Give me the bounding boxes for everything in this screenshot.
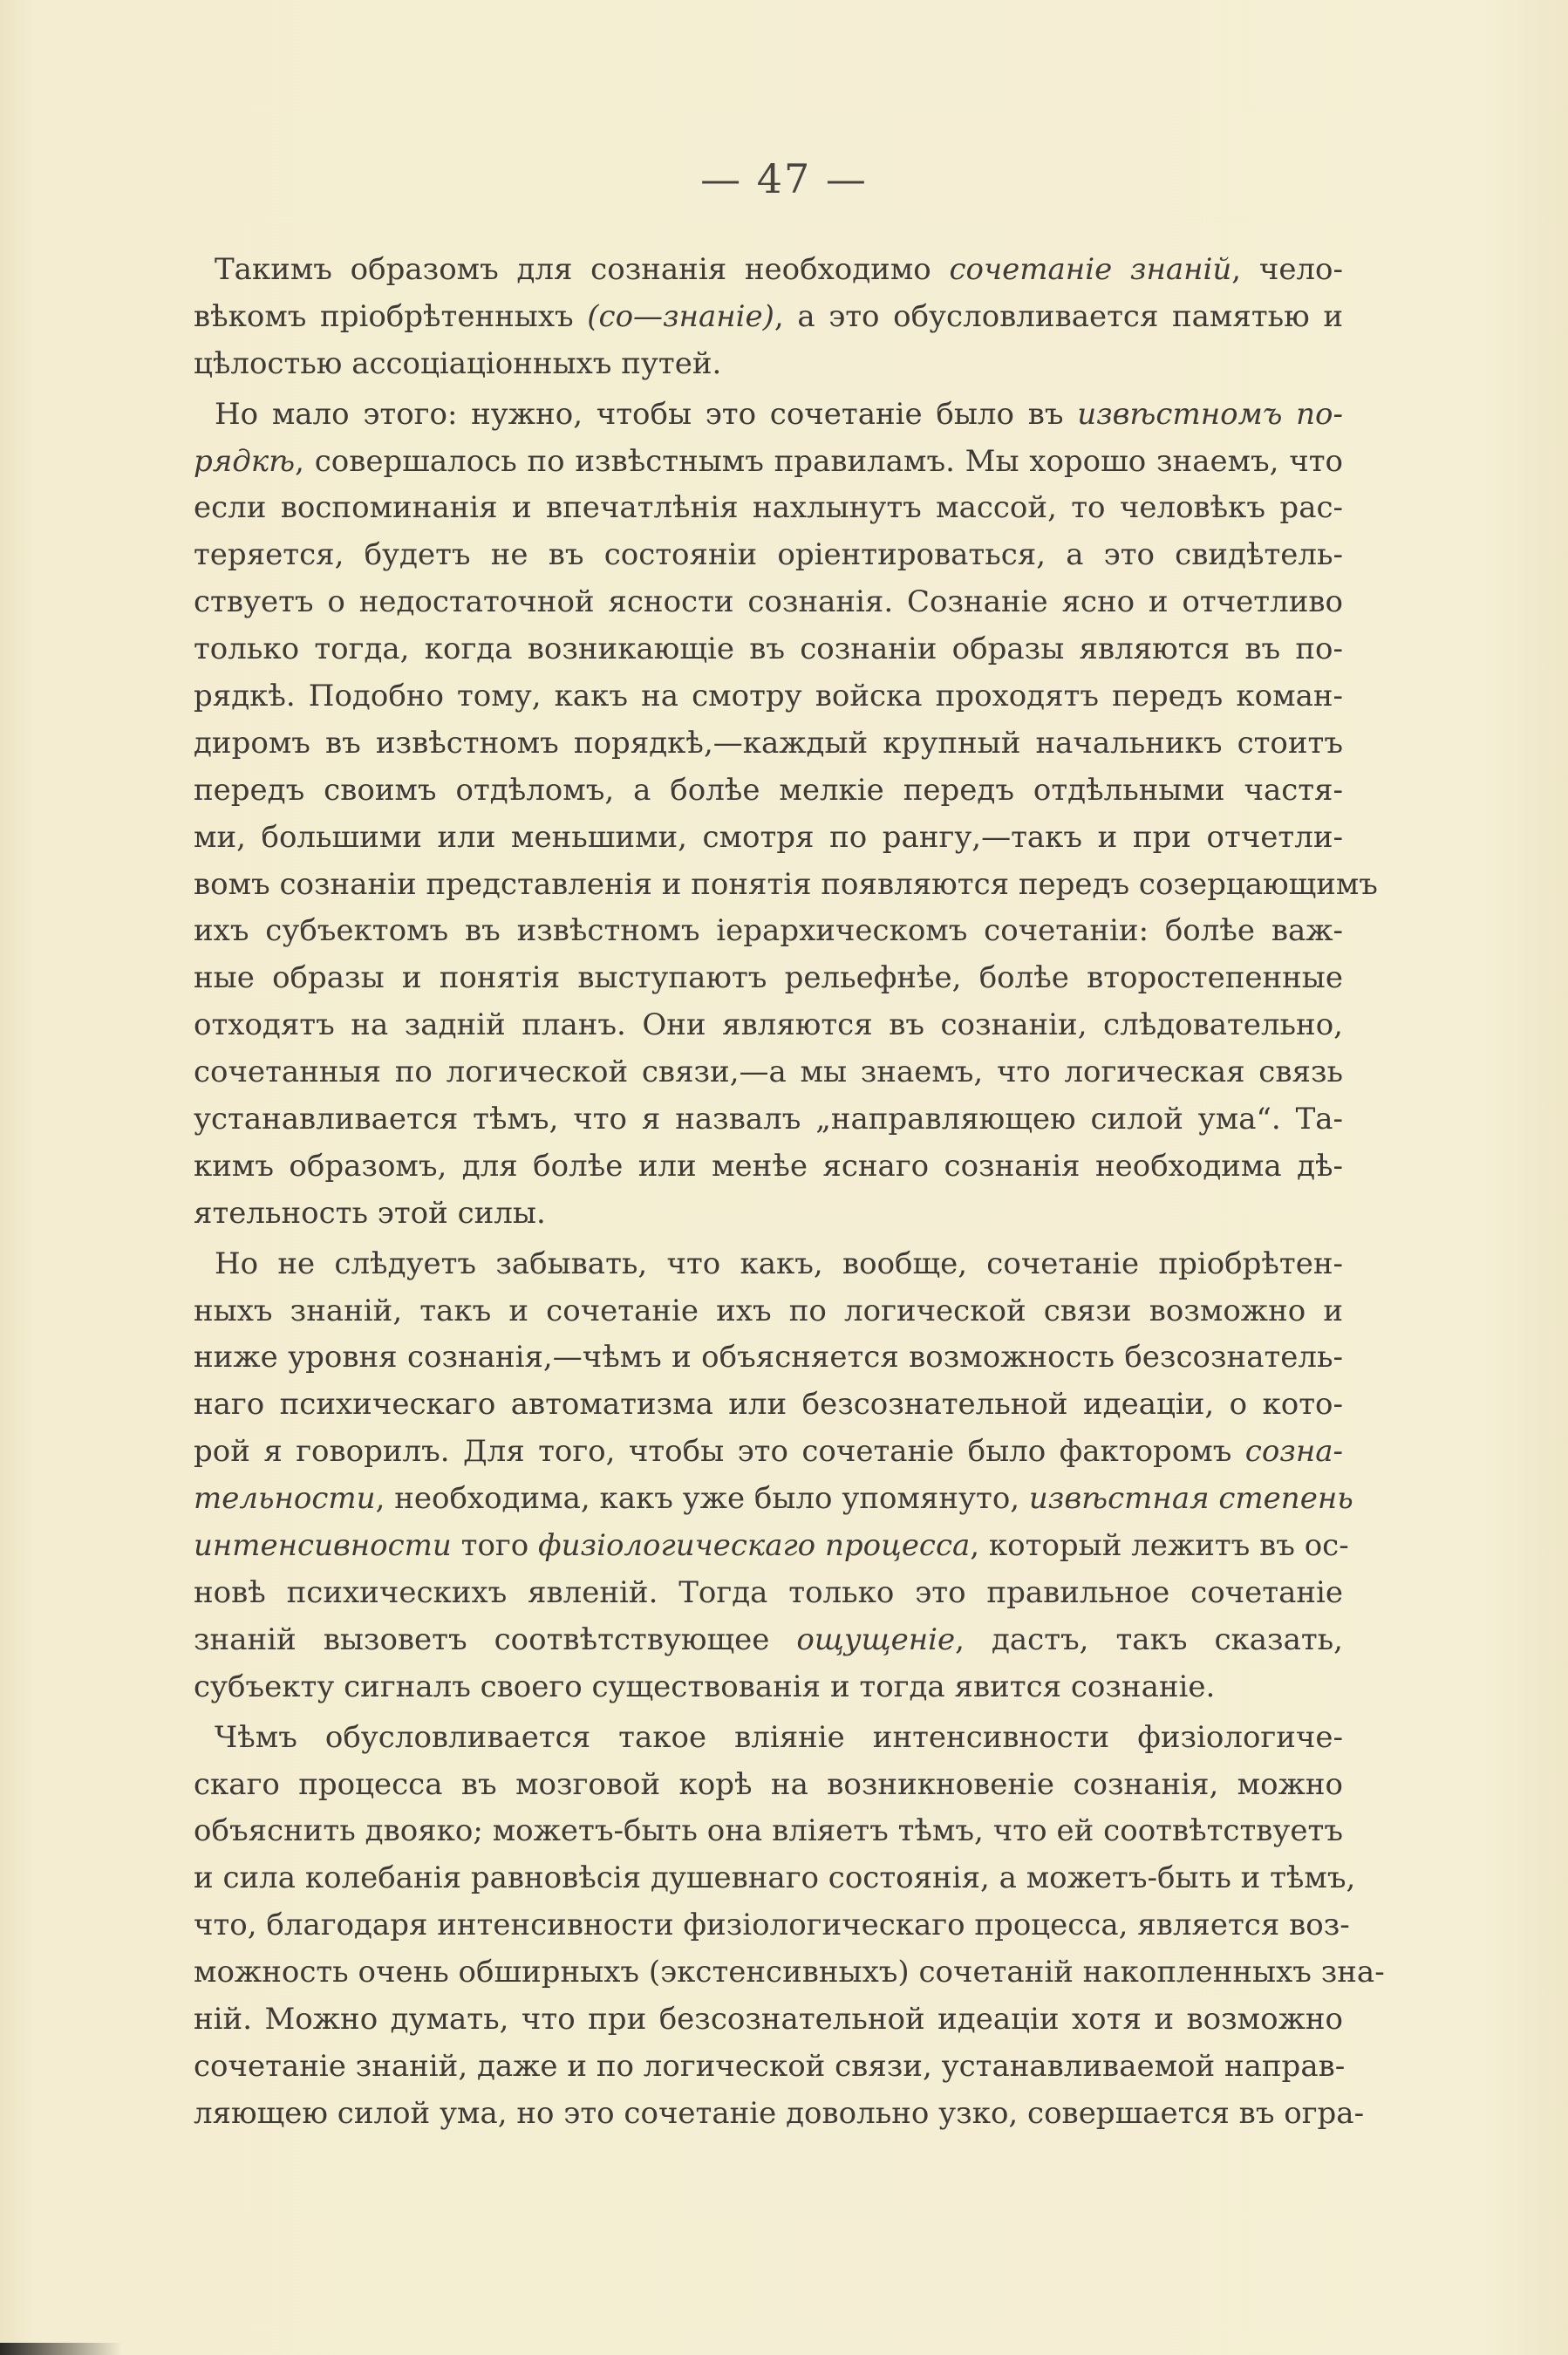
text-segment: Но не слѣдуетъ забывать, что какъ, вообще, сочетаніе пріобрѣтен- [215, 1246, 1343, 1281]
text-line [194, 768, 1343, 815]
paragraph [194, 247, 1343, 388]
text-line [194, 862, 1378, 909]
text-segment: ихъ субъектомъ въ извѣстномъ іерархическомъ сочетаніи: болѣе важ- [194, 913, 1343, 949]
text-segment: ные образы и понятія выступаютъ рельефнѣе, болѣе второстепенные [194, 960, 1343, 996]
italic-emphasis: созна- [1244, 1434, 1343, 1470]
text-segment: что, благодаря интенсивности физіологическаго процесса, является воз- [194, 1908, 1350, 1943]
text-segment: теряется, будетъ не въ состояніи оріентироваться, а это свидѣтель- [194, 537, 1343, 573]
text-line [194, 1855, 1356, 1902]
italic-emphasis: тельности [194, 1481, 376, 1517]
text-line [194, 485, 1343, 532]
text-segment: и сила колебанія равновѣсія душевнаго состоянія, а можетъ-быть и тѣмъ, [194, 1860, 1356, 1896]
text-line [194, 1096, 1343, 1143]
text-segment: ныхъ знаній, такъ и сочетаніе ихъ по логической связи возможно и [194, 1293, 1343, 1328]
text-segment: , совершалось по извѣстнымъ правиламъ. Мы хорошо знаемъ, что [295, 443, 1343, 479]
text-line [194, 1382, 1343, 1429]
text-line [194, 392, 1343, 439]
text-segment: если воспоминанія и впечатлѣнія нахлынутъ массой, то человѣкъ рас- [194, 490, 1343, 526]
paragraph [194, 1241, 1353, 1711]
text-line [194, 1664, 1343, 1711]
italic-emphasis: (со—знаніе) [587, 298, 774, 334]
text-line [194, 1570, 1343, 1617]
text-line [194, 1617, 1343, 1664]
text-segment: скаго процесса въ мозговой корѣ на возникновеніе сознанія, можно [194, 1766, 1343, 1802]
text-line [194, 1241, 1343, 1288]
text-segment: рой я говорилъ. Для того, чтобы это сочетаніе было факторомъ [194, 1434, 1245, 1470]
text-line [194, 439, 1343, 486]
text-segment: новѣ психическихъ явленій. Тогда только это правильное сочетаніе [194, 1574, 1343, 1610]
italic-emphasis: физіологическаго процесса [538, 1528, 971, 1564]
text-segment: ній. Можно думать, что при безсознательной идеаціи хотя и возможно [194, 2001, 1343, 2037]
text-segment: , дастъ, такъ сказать, [955, 1621, 1343, 1657]
text-line [194, 2091, 1365, 2138]
text-line [194, 1476, 1353, 1523]
text-segment: объяснить двояко; можетъ-быть она вліяетъ тѣмъ, что ей соотвѣтствуетъ [194, 1813, 1343, 1849]
text-segment: ляющею силой ума, но это сочетаніе довольно узко, совершается въ огра- [194, 2095, 1365, 2131]
body-text [194, 247, 1385, 2138]
text-segment: наго психическаго автоматизма или безсознательной идеаціи, о кото- [194, 1387, 1343, 1423]
text-segment: сочетаніе знаній, даже и по логической связи, устанавливаемой направ- [194, 2048, 1346, 2084]
text-line [194, 1429, 1343, 1476]
text-line [194, 626, 1343, 673]
text-segment: устанавливается тѣмъ, что я назвалъ „направляющею силой ума“. Та- [194, 1102, 1343, 1137]
text-line [194, 341, 1343, 388]
text-line [194, 1949, 1385, 1997]
text-segment: знаній вызоветъ соотвѣтствующее [194, 1621, 797, 1657]
text-segment: цѣлостью ассоціаціонныхъ путей. [194, 345, 722, 381]
text-line [194, 1143, 1343, 1191]
page-number: — 47 — [700, 155, 868, 202]
text-line [194, 532, 1343, 579]
italic-emphasis: рядкѣ [194, 443, 296, 479]
text-line [194, 955, 1343, 1002]
text-line [194, 294, 1343, 341]
text-line [194, 1191, 1343, 1238]
text-segment: вомъ сознаніи представленія и понятія появляются передъ созерцающимъ [194, 866, 1378, 902]
text-segment: , а это обусловливается памятью и [774, 298, 1343, 334]
italic-emphasis: ощущеніе [796, 1621, 956, 1657]
italic-emphasis: сочетаніе знаній [949, 252, 1232, 287]
text-segment: , чело- [1231, 252, 1343, 287]
text-segment: Чѣмъ обусловливается такое вліяніе интенсивности физіологиче- [215, 1719, 1343, 1755]
text-segment: ствуетъ о недостаточной ясности сознанія. Сознаніе ясно и отчетливо [194, 584, 1343, 620]
text-line [194, 815, 1343, 862]
italic-emphasis: интенсивности [194, 1528, 452, 1564]
text-segment: диромъ въ извѣстномъ порядкѣ,—каждый крупный начальникъ стоитъ [194, 725, 1343, 761]
text-segment: Но мало этого: нужно, чтобы это сочетаніе было въ [215, 396, 1078, 432]
text-segment: субъекту сигналъ своего существованія и тогда явится сознаніе. [194, 1669, 1216, 1704]
text-line [194, 1997, 1343, 2044]
text-segment: ми, большими или меньшими, смотря по рангу,—такъ и при отчетли- [194, 819, 1343, 855]
italic-emphasis: извѣстная степень [1028, 1481, 1353, 1517]
text-segment: сочетанныя по логической связи,—а мы знаемъ, что логическая связь [194, 1055, 1343, 1090]
text-line [194, 1715, 1343, 1762]
text-line [194, 1523, 1349, 1570]
text-segment: вѣкомъ пріобрѣтенныхъ [194, 298, 588, 334]
text-line [194, 2044, 1346, 2091]
text-line [194, 1002, 1343, 1049]
text-segment: кимъ образомъ, для болѣе или менѣе яснаго сознанія необходима дѣ- [194, 1148, 1343, 1184]
text-line [194, 1902, 1350, 1949]
paragraph [194, 1715, 1385, 2138]
text-segment: можность очень обширныхъ (экстенсивныхъ) сочетаній накопленныхъ зна- [194, 1955, 1385, 1990]
text-line [194, 1288, 1343, 1335]
text-segment: ниже уровня сознанія,—чѣмъ и объясняется возможность безсознатель- [194, 1340, 1343, 1375]
text-segment: того [451, 1528, 539, 1564]
text-segment: , необходима, какъ уже было упомянуто, [375, 1481, 1029, 1517]
text-segment: отходятъ на задній планъ. Они являются въ сознаніи, слѣдовательно, [194, 1007, 1343, 1043]
text-line [194, 1049, 1343, 1096]
text-segment: передъ своимъ отдѣломъ, а болѣе мелкіе передъ отдѣльными частя- [194, 772, 1343, 808]
text-line [194, 247, 1343, 294]
text-line [194, 1808, 1343, 1855]
scan-edge-mark [0, 2343, 122, 2355]
text-segment: ятельность этой силы. [194, 1195, 546, 1231]
text-segment: , который лежитъ въ ос- [970, 1528, 1349, 1564]
italic-emphasis: извѣстномъ по- [1077, 396, 1343, 432]
text-segment: рядкѣ. Подобно тому, какъ на смотру войска проходятъ передъ коман- [194, 679, 1343, 714]
text-line [194, 1334, 1343, 1382]
paragraph [194, 392, 1378, 1238]
text-line [194, 1762, 1343, 1809]
text-line [194, 908, 1343, 955]
text-segment: только тогда, когда возникающіе въ сознаніи образы являются въ по- [194, 631, 1343, 667]
text-line [194, 579, 1343, 626]
text-line [194, 673, 1343, 720]
text-line [194, 720, 1343, 768]
text-segment: Такимъ образомъ для сознанія необходимо [215, 252, 950, 287]
